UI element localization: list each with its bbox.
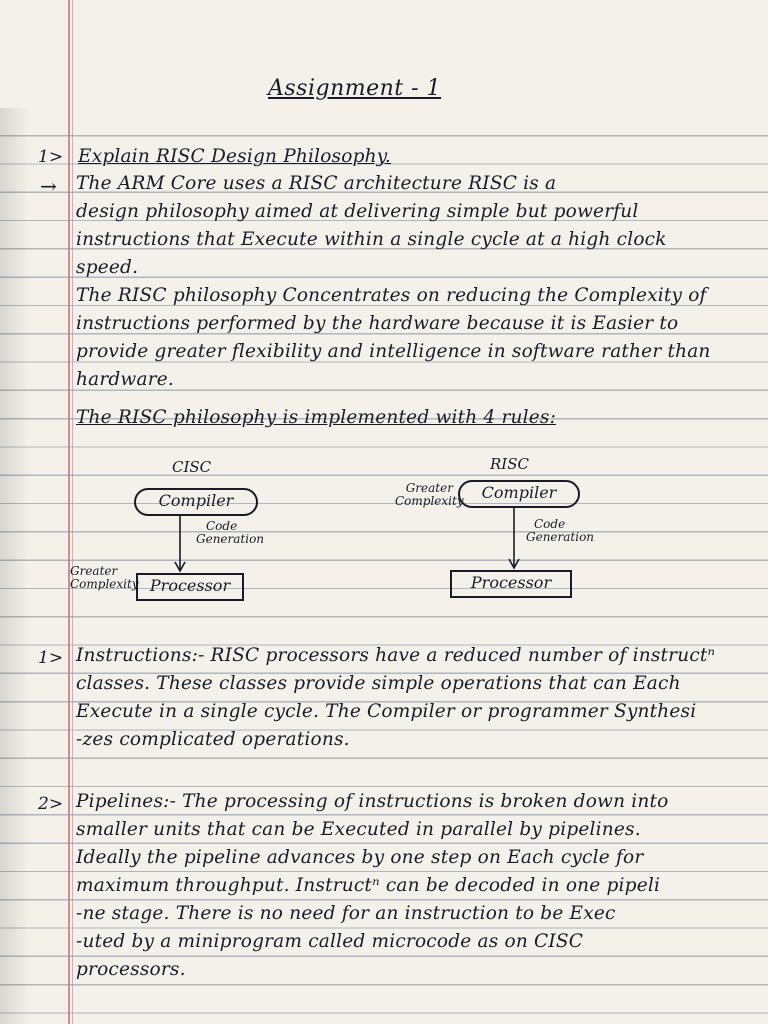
rule-line: processors.: [76, 959, 186, 980]
paragraph-line: provide greater flexibility and intelligence in software rather than: [76, 341, 711, 362]
rule-number: 2>: [38, 794, 64, 814]
rule-line: maximum throughput. Instructⁿ can be decoded in one pipeli: [76, 875, 661, 896]
paragraph-line: design philosophy aimed at delivering simple but powerful: [76, 201, 639, 222]
cisc-compiler-box: Compiler: [134, 488, 258, 516]
rule-line: -uted by a miniprogram called microcode as on CISC: [76, 931, 584, 952]
rule-line: classes. These classes provide simple operations that can Each: [76, 673, 681, 694]
paragraph-line: instructions performed by the hardware because it is Easier to: [76, 313, 679, 334]
paragraph-line: The ARM Core uses a RISC architecture RISC is a: [76, 173, 557, 194]
risc-code-generation-label: Code Generation: [526, 517, 595, 544]
rule-number: 1>: [38, 648, 64, 668]
paragraph-line: speed.: [76, 257, 139, 278]
rule-line: Execute in a single cycle. The Compiler or programmer Synthesi: [76, 701, 697, 722]
risc-label: RISC: [490, 455, 529, 473]
cisc-label: CISC: [172, 458, 212, 476]
rule-line: Ideally the pipeline advances by one step on Each cycle for: [76, 847, 644, 868]
paragraph-line: hardware.: [76, 369, 174, 390]
cisc-code-generation-label: Code Generation: [196, 519, 265, 546]
cisc-processor-box: Processor: [136, 573, 244, 601]
paragraph-line: The RISC philosophy Concentrates on reducing the Complexity of: [76, 285, 707, 306]
cisc-complexity-label: Greater Complexity: [70, 564, 139, 591]
risc-processor-box: Processor: [450, 570, 572, 598]
paragraph-line: instructions that Execute within a single cycle at a high clock: [76, 229, 667, 250]
risc-compiler-box: Compiler: [458, 480, 580, 508]
rule-line: -zes complicated operations.: [76, 729, 350, 750]
question-number: 1>: [38, 147, 64, 167]
answer-arrow-icon: →: [40, 174, 57, 198]
rule-line: smaller units that can be Executed in parallel by pipelines.: [76, 819, 641, 840]
question-text: Explain RISC Design Philosophy.: [78, 146, 392, 167]
rule-line: Instructions:- RISC processors have a reduced number of instructⁿ: [76, 645, 716, 666]
rule-line: Pipelines:- The processing of instructions is broken down into: [76, 791, 669, 812]
paragraph-line: The RISC philosophy is implemented with 4 rules:: [76, 407, 557, 428]
rule-line: -ne stage. There is no need for an instruction to be Exec: [76, 903, 616, 924]
risc-complexity-label: Greater Complexity: [395, 481, 464, 508]
page-title: Assignment - 1: [268, 76, 442, 101]
